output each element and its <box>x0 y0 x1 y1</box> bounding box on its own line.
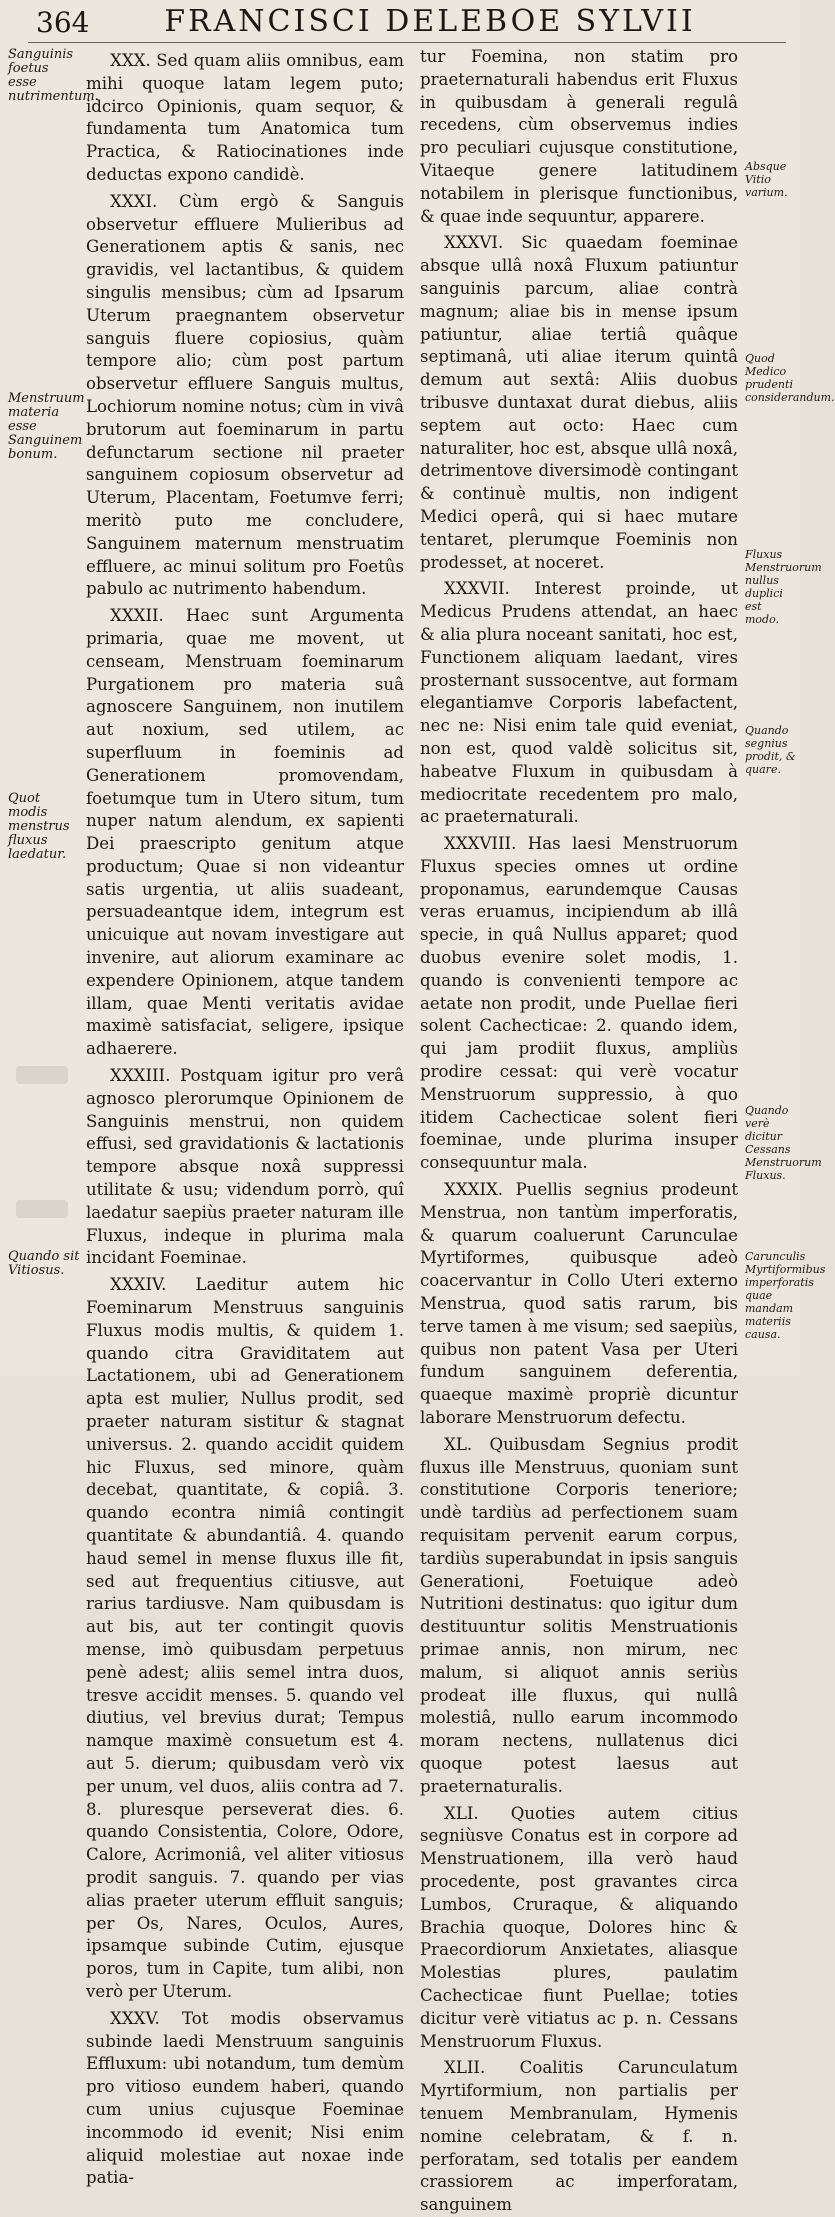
paragraph: XXXV. Tot modis observamus subinde laedi Menstruum sanguinis Effluxum: ubi notandum, tum demùm pro vitioso eundem haberi, quando cum unius cujusque Foeminae incommodo id evenit; Nisi enim aliquid molestiae aut noxae inde patia- <box>86 2008 404 2188</box>
right-text-column <box>420 46 738 2217</box>
paragraph: XXXVIII. Has laesi Menstruorum Fluxus species omnes ut ordine proponamus, earundemque Causas veras eruamus, incipiendum ab illâ specie, in quâ Nullus apparet; quod duobus evenire solet modis, 1. quando is convenienti tempore ac aetate non prodit, unde Puellae fieri solent Cachecticae: 2. quando idem, qui jam prodiit fluxus, ampliùs prodire cessat: qui verè vocatur Menstruorum suppressio, à quo itidem Cachecticae solent fieri foeminae, unde plurima insuper consequuntur mala. <box>420 834 738 1173</box>
margin-note: Carunculis Myrtiformibus imperforatis quae mandam materiis causa. <box>745 1250 826 1341</box>
left-text-column <box>86 46 404 2190</box>
margin-note: Quot modis menstrus fluxus laedatur. <box>8 791 70 862</box>
paragraph: XL. Quibusdam Segnius prodit fluxus ille Menstruus, quoniam sunt constitutione Corporis teneriore; undè tardiùs ad perfectionem suam requisitam pervenit earum corpus, tardiùs superabundat in ipsis sanguis Generationi, Foetuique adeò Nutritioni destinatus: quo igitur dum destituuntur solitis Menstruationis primae annis, non mirum, nec malum, si aliquot annis seriùs prodeat ille fluxus, qui nullâ molestiâ, nullo earum incommodo moram nectens, nullatenus dici quoque potest laesus aut praeternaturalis. <box>420 1434 738 1796</box>
running-head: FRANCISCI DELEBOE SYLVII <box>164 4 696 39</box>
margin-note: Quando segnius prodit, & quare. <box>745 724 796 776</box>
paragraph: XXXIV. Laeditur autem hic Foeminarum Menstruus sanguinis Fluxus modis multis, & quidem 1. quando citra Graviditatem aut Lactationem, ubi ad Generationem apta est mulier, Nullus prodit, sed praeter naturam sistitur & stagnat universus. 2. quando accidit quidem hic Fluxus, sed minore, quàm decebat, quantitate, & copiâ. 3. quando econtra nimiâ contingit quantitate & abundantiâ. 4. quando haud semel in mense fluxus ille fit, sed aut frequentius citiusve, aut rarius tardiusve. Nam quibusdam is aut bis, aut ter contingit quovis mense, imò quibusdam perpetuus penè adest; aliis semel intra duos, tresve accidit menses. 5. quando vel diutius, vel brevius durat; Tempus namque maximè consuetum est 4. aut 5. dierum; quibusdam verò vix per unum, vel duos, aliis contra ad 7. 8. pluresque perseverat dies. 6. quando Consistentia, Colore, Odore, Calore, Acrimoniâ, vel aliter vitiosus prodit sanguis. 7. quando per vias alias praeter uterum effluit sanguis; per Os, Nares, Oculos, Aures, ipsamque subinde Cutim, ejusque poros, tum in Capite, tum alibi, non verò per Uterum. <box>86 1275 404 2001</box>
paragraph: XLI. Quoties autem citius segniùsve Conatus est in corpore ad Menstruationem, illa verò haud procedente, post gravantes circa Lumbos, Cruraque, & aliquando Brachia quoque, Dolores hinc & Praecordiorum Anxietates, aliasque Molestias plures, paulatim Cachecticae fiunt Puellae; toties dicitur verè vitiatus ac p. n. Cessans Menstruorum Fluxus. <box>420 1803 738 2051</box>
paragraph: XXXII. Haec sunt Argumenta primaria, quae me movent, ut censeam, Menstruam foeminarum Purgationem pro materia suâ agnoscere Sanguinem, non inutilem aut noxium, sed utilem, ac superfluum in foeminis ad Generationem promovendam, foetumque tum in Utero situm, tum nuper natum alendum, ex sapienti Dei praescripto genitum atque productum; Quae si non videantur satis urgentia, ut aliis suadeant, persuadeantque idem, integrum est unicuique aut novam investigare aut invenire, aut aliorum examinare ac expendere Opinionem, atque tandem illam, quae Menti veritatis avidae maximè satisfaciat, seligere, ipsique adhaerere. <box>86 606 404 1059</box>
paragraph: XXXIX. Puellis segnius prodeunt Menstrua, non tantùm imperforatis, & quarum coaluerunt Carunculae Myrtiformes, quibusque adeò coacervantur in Collo Uteri externo Menstrua, quod satis rarum, bis terve tamen à me visum; sed saepiùs, quibus non patent Vasa per Uteri fundum sanguinem deferentia, quaeque maximè propriè dicuntur laborare Menstruorum defectu. <box>420 1180 738 1428</box>
margin-note: Quando sit Vitiosus. <box>8 1249 80 1278</box>
margin-note: Quando verè dicitur Cessans Menstruorum Fluxus. <box>745 1104 822 1182</box>
paragraph: XXX. Sed quam aliis omnibus, eam mihi quoque latam legem puto; idcirco Opinionis, quam sequor, & fundamenta tum Anatomica tum Practica, & Ratiocinationes inde deductas expono candidè. <box>86 51 404 184</box>
header-rule <box>28 42 786 43</box>
ink-smudge <box>16 1066 68 1084</box>
paragraph: XXXVII. Interest proinde, ut Medicus Prudens attendat, an haec & alia plura noceant sanitati, hoc est, Functionem aliquam laedant, vires prosternant sussocentve, aut formam elegantiamve Corporis labefactent, nec ne: Nisi enim tale quid eveniat, non est, quod valdè solicitus sit, habeatve Fluxum in quibusdam à mediocritate recedentem pro malo, ac praeternaturali. <box>420 579 738 827</box>
paragraph: tur Foemina, non statim pro praeternaturali habendus erit Fluxus in quibusdam à generali regulâ recedens, cùm observemus indies pro peculiari cujusque constitutione, Vitaeque genere latitudinem notabilem in plerisque functionibus, & quae inde sequuntur, apparere. <box>420 47 738 226</box>
paragraph: XXXIII. Postquam igitur pro verâ agnosco plerorumque Opinionem de Sanguinis menstrui, non quidem effusi, sed gravidationis & lactationis tempore absque noxâ suppressi utilitate & usu; videndum porrò, quî laedatur saepiùs praeter naturam ille Fluxus, indeque in plurima mala incidant Foeminae. <box>86 1066 404 1268</box>
paragraph: XLII. Coalitis Carunculatum Myrtiformium, non partialis per tenuem Membranulam, Hymenis nomine celebratam, & f. n. perforatam, sed totalis per eandem crassiorem ac imperforatam, sanguinem <box>420 2058 738 2215</box>
margin-note: Fluxus Menstruorum nullus duplici est modo. <box>745 548 822 626</box>
ink-smudge <box>16 1200 68 1218</box>
margin-note: Quod Medico prudenti considerandum. <box>745 352 835 404</box>
paragraph: XXXI. Cùm ergò & Sanguis observetur effluere Mulieribus ad Generationem aptis & sanis, nec gravidis, vel lactantibus, & quidem singulis mensibus; cùm ad Ipsarum Uterum praegnantem observetur sanguis fluere copiosius, quàm tempore alio; cùm post partum observetur effluere Sanguis multus, Lochiorum nomine notus; cùm in vivâ brutorum aut foeminarum in partu defunctarum sectione nil praeter sanguinem copiosum observetur ad Uterum, Placentam, Foetumve ferri; meritò puto me concludere, Sanguinem maternum menstruatim effluere, ac minui solitum pro Foetûs pabulo ac nutrimento habendum. <box>86 191 404 599</box>
margin-note: Sanguinis foetus esse nutrimentum. <box>8 47 99 104</box>
page-number: 364 <box>36 6 90 39</box>
paragraph: XXXVI. Sic quaedam foeminae absque ullâ noxâ Fluxum patiuntur sanguinis parcum, aliae contrà magnum; aliae bis in mense ipsum patiuntur, aliae tertiâ quâque septimanâ, uti aliae iterum quintâ demum aut sextâ: Aliis duobus tribusve duntaxat durat diebus, aliis septem aut octo: Haec cum naturaliter, hoc est, absque ullâ noxâ, detrimentove diversimodè contingant & continuè multis, non indigent Medici operâ, qui si haec mutare tentaret, plerumque Foeminis non prodesset, at noceret. <box>420 233 738 572</box>
margin-note: Menstruum materia esse Sanguinem bonum. <box>8 391 85 462</box>
margin-note: Absque Vitio varium. <box>745 160 788 199</box>
